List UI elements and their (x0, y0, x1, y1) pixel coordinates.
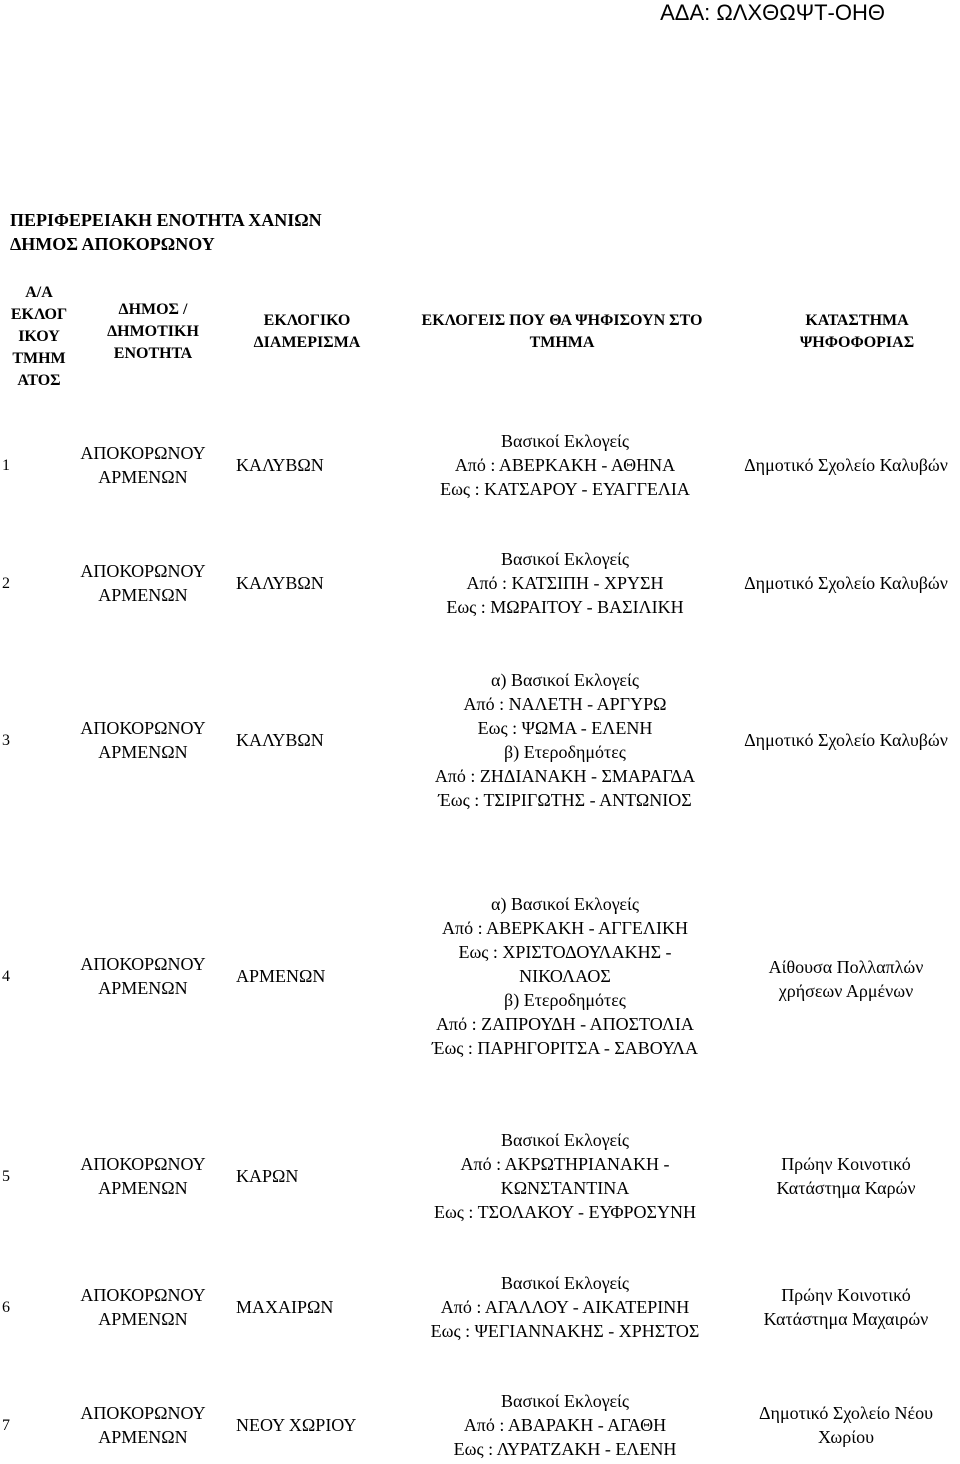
voters-line: β) Ετεροδημότες (504, 990, 626, 1010)
station-cell (726, 1401, 960, 1449)
dimos-line: ΑΠΟΚΟΡΩΝΟΥ (80, 1285, 206, 1305)
column-header-diamerisma (232, 310, 382, 354)
voters-cell (380, 668, 750, 812)
row-number: 4 (2, 968, 10, 985)
document-heading (10, 208, 322, 256)
voters-line: α) Βασικοί Εκλογείς (491, 894, 639, 914)
voters-line: Βασικοί Εκλογείς (501, 1391, 629, 1411)
station-line: Κατάστημα Καρών (776, 1178, 916, 1198)
dimos-line: ΑΡΜΕΝΩΝ (98, 1178, 188, 1198)
voters-line: Έως : ΠΑΡΗΓΟΡΙΤΣΑ - ΣΑΒΟΥΛΑ (431, 1038, 699, 1058)
header-line: ΑΤΟΣ (17, 372, 61, 389)
header-line: ΔΙΑΜΕΡΙΣΜΑ (253, 334, 361, 351)
voters-line: Εως : ΨΩΜΑ - ΕΛΕΝΗ (477, 718, 653, 738)
diamerisma-cell: ΚΑΡΩΝ (236, 1166, 299, 1186)
header-line: ΕΚΛΟΓΕΙΣ ΠΟΥ ΘΑ ΨΗΦΙΣΟΥΝ ΣΤΟ (421, 312, 703, 329)
voters-line: ΝΙΚΟΛΑΟΣ (519, 966, 611, 986)
dimos-cell (68, 559, 218, 607)
station-line: Κατάστημα Μαχαιρών (763, 1309, 929, 1329)
station-line: Πρώην Κοινοτικό (781, 1285, 911, 1305)
row-number: 7 (2, 1417, 10, 1434)
voters-line: β) Ετεροδημότες (504, 742, 626, 762)
dimos-cell (68, 1401, 218, 1449)
voters-cell (380, 1389, 750, 1461)
station-cell (726, 571, 960, 595)
voters-line: Εως : ΜΩΡΑΙΤΟΥ - ΒΑΣΙΛΙΚΗ (446, 597, 684, 617)
row-number: 5 (2, 1168, 10, 1185)
header-line: ΙΚΟΥ (18, 328, 60, 345)
station-line: Δημοτικό Σχολείο Νέου (758, 1403, 934, 1423)
voters-line: Εως : ΨΕΓΙΑΝΝΑΚΗΣ - ΧΡΗΣΤΟΣ (430, 1321, 700, 1341)
voters-line: Εως : ΤΣΟΛΑΚΟΥ - ΕΥΦΡΟΣΥΝΗ (433, 1202, 697, 1222)
station-cell (726, 1152, 960, 1200)
voters-line: Από : ΚΑΤΣΙΠΗ - ΧΡΥΣΗ (466, 573, 664, 593)
voters-cell (380, 1128, 750, 1224)
column-header-dimos (78, 299, 228, 365)
header-line: ΕΚΛΟΓΙΚΟ (263, 312, 351, 329)
diamerisma-cell: ΜΑΧΑΙΡΩΝ (236, 1297, 334, 1317)
station-line: Αίθουσα Πολλαπλών (768, 957, 924, 977)
station-line: Πρώην Κοινοτικό (781, 1154, 911, 1174)
voters-line: Από : ΑΓΑΛΛΟΥ - ΑΙΚΑΤΕΡΙΝΗ (440, 1297, 690, 1317)
station-line: Χωρίου (817, 1427, 874, 1447)
voters-line: Έως : ΤΣΙΡΙΓΩΤΗΣ - ΑΝΤΩΝΙΟΣ (438, 790, 692, 810)
dimos-line: ΑΡΜΕΝΩΝ (98, 742, 188, 762)
voters-line: Βασικοί Εκλογείς (501, 431, 629, 451)
station-cell (726, 728, 960, 752)
heading-region: ΠΕΡΙΦΕΡΕΙΑΚΗ ΕΝΟΤΗΤΑ ΧΑΝΙΩΝ (10, 210, 322, 230)
voters-cell (380, 1271, 750, 1343)
voters-cell (380, 892, 750, 1060)
station-cell (726, 453, 960, 477)
row-number: 2 (2, 575, 10, 592)
voters-line: Βασικοί Εκλογείς (501, 1273, 629, 1293)
header-line: ΕΚΛΟΓ (10, 306, 68, 323)
voters-line: Εως : ΧΡΙΣΤΟΔΟΥΛΑΚΗΣ - (458, 942, 672, 962)
column-header-ekloges (382, 310, 742, 354)
voters-line: Από : ΝΑΛΕΤΗ - ΑΡΓΥΡΩ (463, 694, 667, 714)
dimos-cell (68, 1152, 218, 1200)
diamerisma-cell: ΚΑΛΥΒΩΝ (236, 573, 324, 593)
dimos-cell (68, 952, 218, 1000)
heading-municipality: ΔΗΜΟΣ ΑΠΟΚΟΡΩΝΟΥ (10, 234, 215, 254)
voters-line: Από : ΑΚΡΩΤΗΡΙΑΝΑΚΗ - (460, 1154, 670, 1174)
dimos-line: ΑΠΟΚΟΡΩΝΟΥ (80, 1154, 206, 1174)
header-line: ΚΑΤΑΣΤΗΜΑ (805, 312, 909, 329)
row-number: 6 (2, 1299, 10, 1316)
dimos-line: ΑΡΜΕΝΩΝ (98, 978, 188, 998)
voters-line: Εως : ΚΑΤΣΑΡΟΥ - ΕΥΑΓΓΕΛΙΑ (440, 479, 690, 499)
voters-line: Από : ΖΑΠΡΟΥΔΗ - ΑΠΟΣΤΟΛΙΑ (436, 1014, 694, 1034)
header-line: ΤΜΗΜΑ (529, 334, 595, 351)
ada-code: ΑΔΑ: ΩΛΧΘΩΨΤ-ΟΗΘ (660, 0, 885, 25)
row-number: 1 (2, 457, 10, 474)
header-line: ΔΗΜΟΣ / (118, 301, 188, 318)
header-line: ΨΗΦΟΦΟΡΙΑΣ (799, 334, 915, 351)
dimos-line: ΑΠΟΚΟΡΩΝΟΥ (80, 1403, 206, 1423)
dimos-line: ΑΡΜΕΝΩΝ (98, 585, 188, 605)
station-line: χρήσεων Αρμένων (778, 981, 914, 1001)
dimos-line: ΑΡΜΕΝΩΝ (98, 1309, 188, 1329)
dimos-line: ΑΠΟΚΟΡΩΝΟΥ (80, 718, 206, 738)
voters-line: Από : ΖΗΔΙΑΝΑΚΗ - ΣΜΑΡΑΓΔΑ (434, 766, 696, 786)
dimos-line: ΑΠΟΚΟΡΩΝΟΥ (80, 443, 206, 463)
dimos-line: ΑΠΟΚΟΡΩΝΟΥ (80, 954, 206, 974)
dimos-line: ΑΡΜΕΝΩΝ (98, 467, 188, 487)
voters-line: Βασικοί Εκλογείς (501, 549, 629, 569)
dimos-cell (68, 716, 218, 764)
column-header-katastima (742, 310, 960, 354)
dimos-line: ΑΡΜΕΝΩΝ (98, 1427, 188, 1447)
voters-cell (380, 547, 750, 619)
voters-line: Από : ΑΒΕΡΚΑΚΗ - ΑΘΗΝΑ (454, 455, 676, 475)
header-line: ΔΗΜΟΤΙΚΗ (107, 323, 199, 340)
diamerisma-cell: ΝΕΟΥ ΧΩΡΙΟΥ (236, 1415, 357, 1435)
voters-line: α) Βασικοί Εκλογείς (491, 670, 639, 690)
station-line: Δημοτικό Σχολείο Καλυβών (744, 455, 948, 475)
header-line: ΤΜΗΜ (12, 350, 66, 367)
voters-line: Από : ΑΒΑΡΑΚΗ - ΑΓΑΘΗ (463, 1415, 667, 1435)
station-cell (726, 955, 960, 1003)
header-line: ΕΝΟΤΗΤΑ (113, 345, 193, 362)
voters-cell (380, 429, 750, 501)
diamerisma-cell: ΑΡΜΕΝΩΝ (236, 966, 326, 986)
voters-line: Βασικοί Εκλογείς (501, 1130, 629, 1150)
diamerisma-cell: ΚΑΛΥΒΩΝ (236, 730, 324, 750)
station-cell (726, 1283, 960, 1331)
dimos-cell (68, 441, 218, 489)
station-line: Δημοτικό Σχολείο Καλυβών (744, 573, 948, 593)
dimos-cell (68, 1283, 218, 1331)
row-number: 3 (2, 732, 10, 749)
header-line: Α/Α (25, 284, 53, 301)
column-header-aa (0, 282, 78, 392)
voters-line: ΚΩΝΣΤΑΝΤΙΝΑ (500, 1178, 630, 1198)
station-line: Δημοτικό Σχολείο Καλυβών (744, 730, 948, 750)
diamerisma-cell: ΚΑΛΥΒΩΝ (236, 455, 324, 475)
dimos-line: ΑΠΟΚΟΡΩΝΟΥ (80, 561, 206, 581)
voters-line: Εως : ΛΥΡΑΤΖΑΚΗ - ΕΛΕΝΗ (453, 1439, 677, 1459)
voters-line: Από : ΑΒΕΡΚΑΚΗ - ΑΓΓΕΛΙΚΗ (442, 918, 688, 938)
